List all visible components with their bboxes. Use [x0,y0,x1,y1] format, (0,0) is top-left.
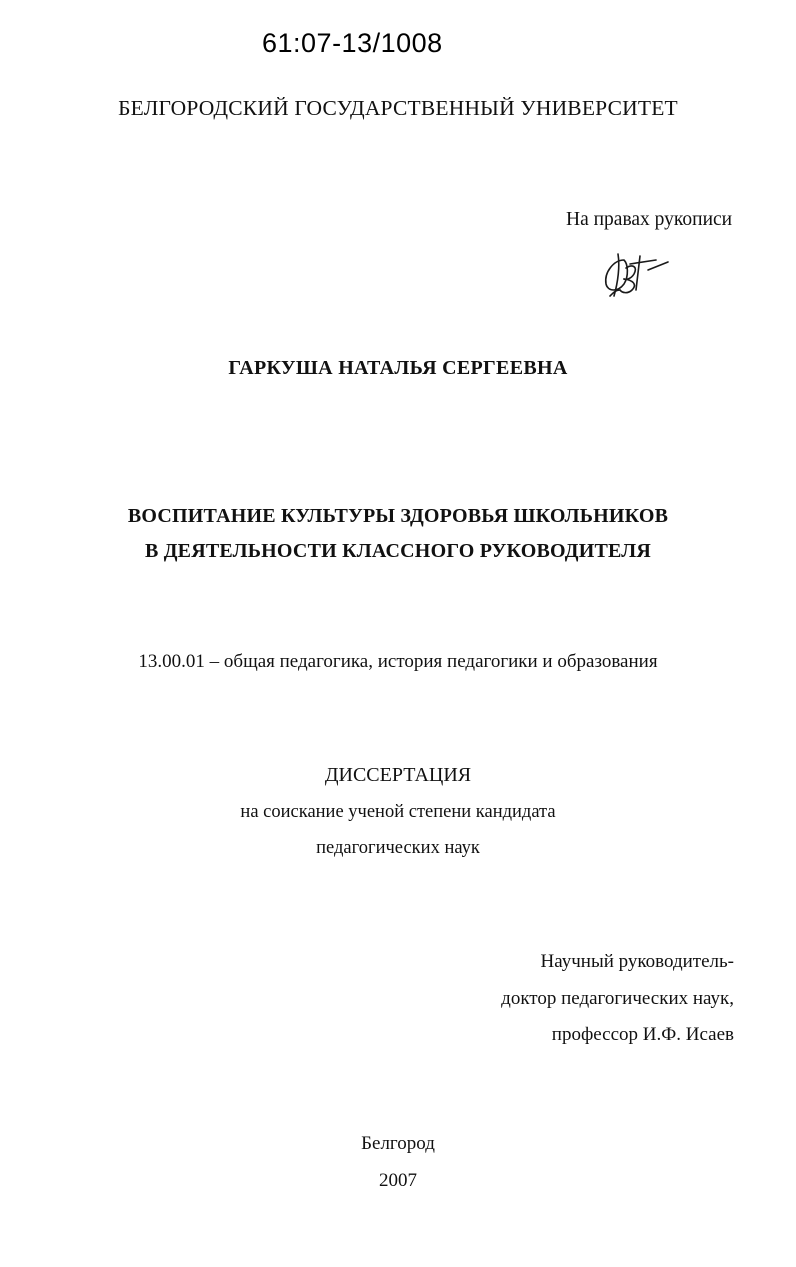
degree-line-1: на соискание ученой степени кандидата [240,802,556,822]
dissertation-type: ДИССЕРТАЦИЯ [324,764,472,786]
specialty-code: 13.00.01 – общая педагогика, история педагогики и образования [138,651,658,672]
manuscript-rights-note: На правах рукописи [566,209,733,230]
city: Белгород [361,1133,435,1154]
degree-line-2: педагогических наук [316,838,480,858]
supervisor-name: профессор И.Ф. Исаев [551,1024,734,1045]
university-name: БЕЛГОРОДСКИЙ ГОСУДАРСТВЕННЫЙ УНИВЕРСИТЕТ [118,96,678,120]
signature-icon [596,246,674,302]
supervisor-role: Научный руководитель- [540,951,734,972]
author-name: ГАРКУША НАТАЛЬЯ СЕРГЕЕВНА [228,357,568,379]
catalog-code: 61:07-13/1008 [262,28,443,58]
year: 2007 [379,1170,417,1191]
dissertation-title-line-2: В ДЕЯТЕЛЬНОСТИ КЛАССНОГО РУКОВОДИТЕЛЯ [144,540,652,562]
dissertation-title-line-1: ВОСПИТАНИЕ КУЛЬТУРЫ ЗДОРОВЬЯ ШКОЛЬНИКОВ [127,505,669,527]
supervisor-degree: доктор педагогических наук, [501,988,734,1009]
